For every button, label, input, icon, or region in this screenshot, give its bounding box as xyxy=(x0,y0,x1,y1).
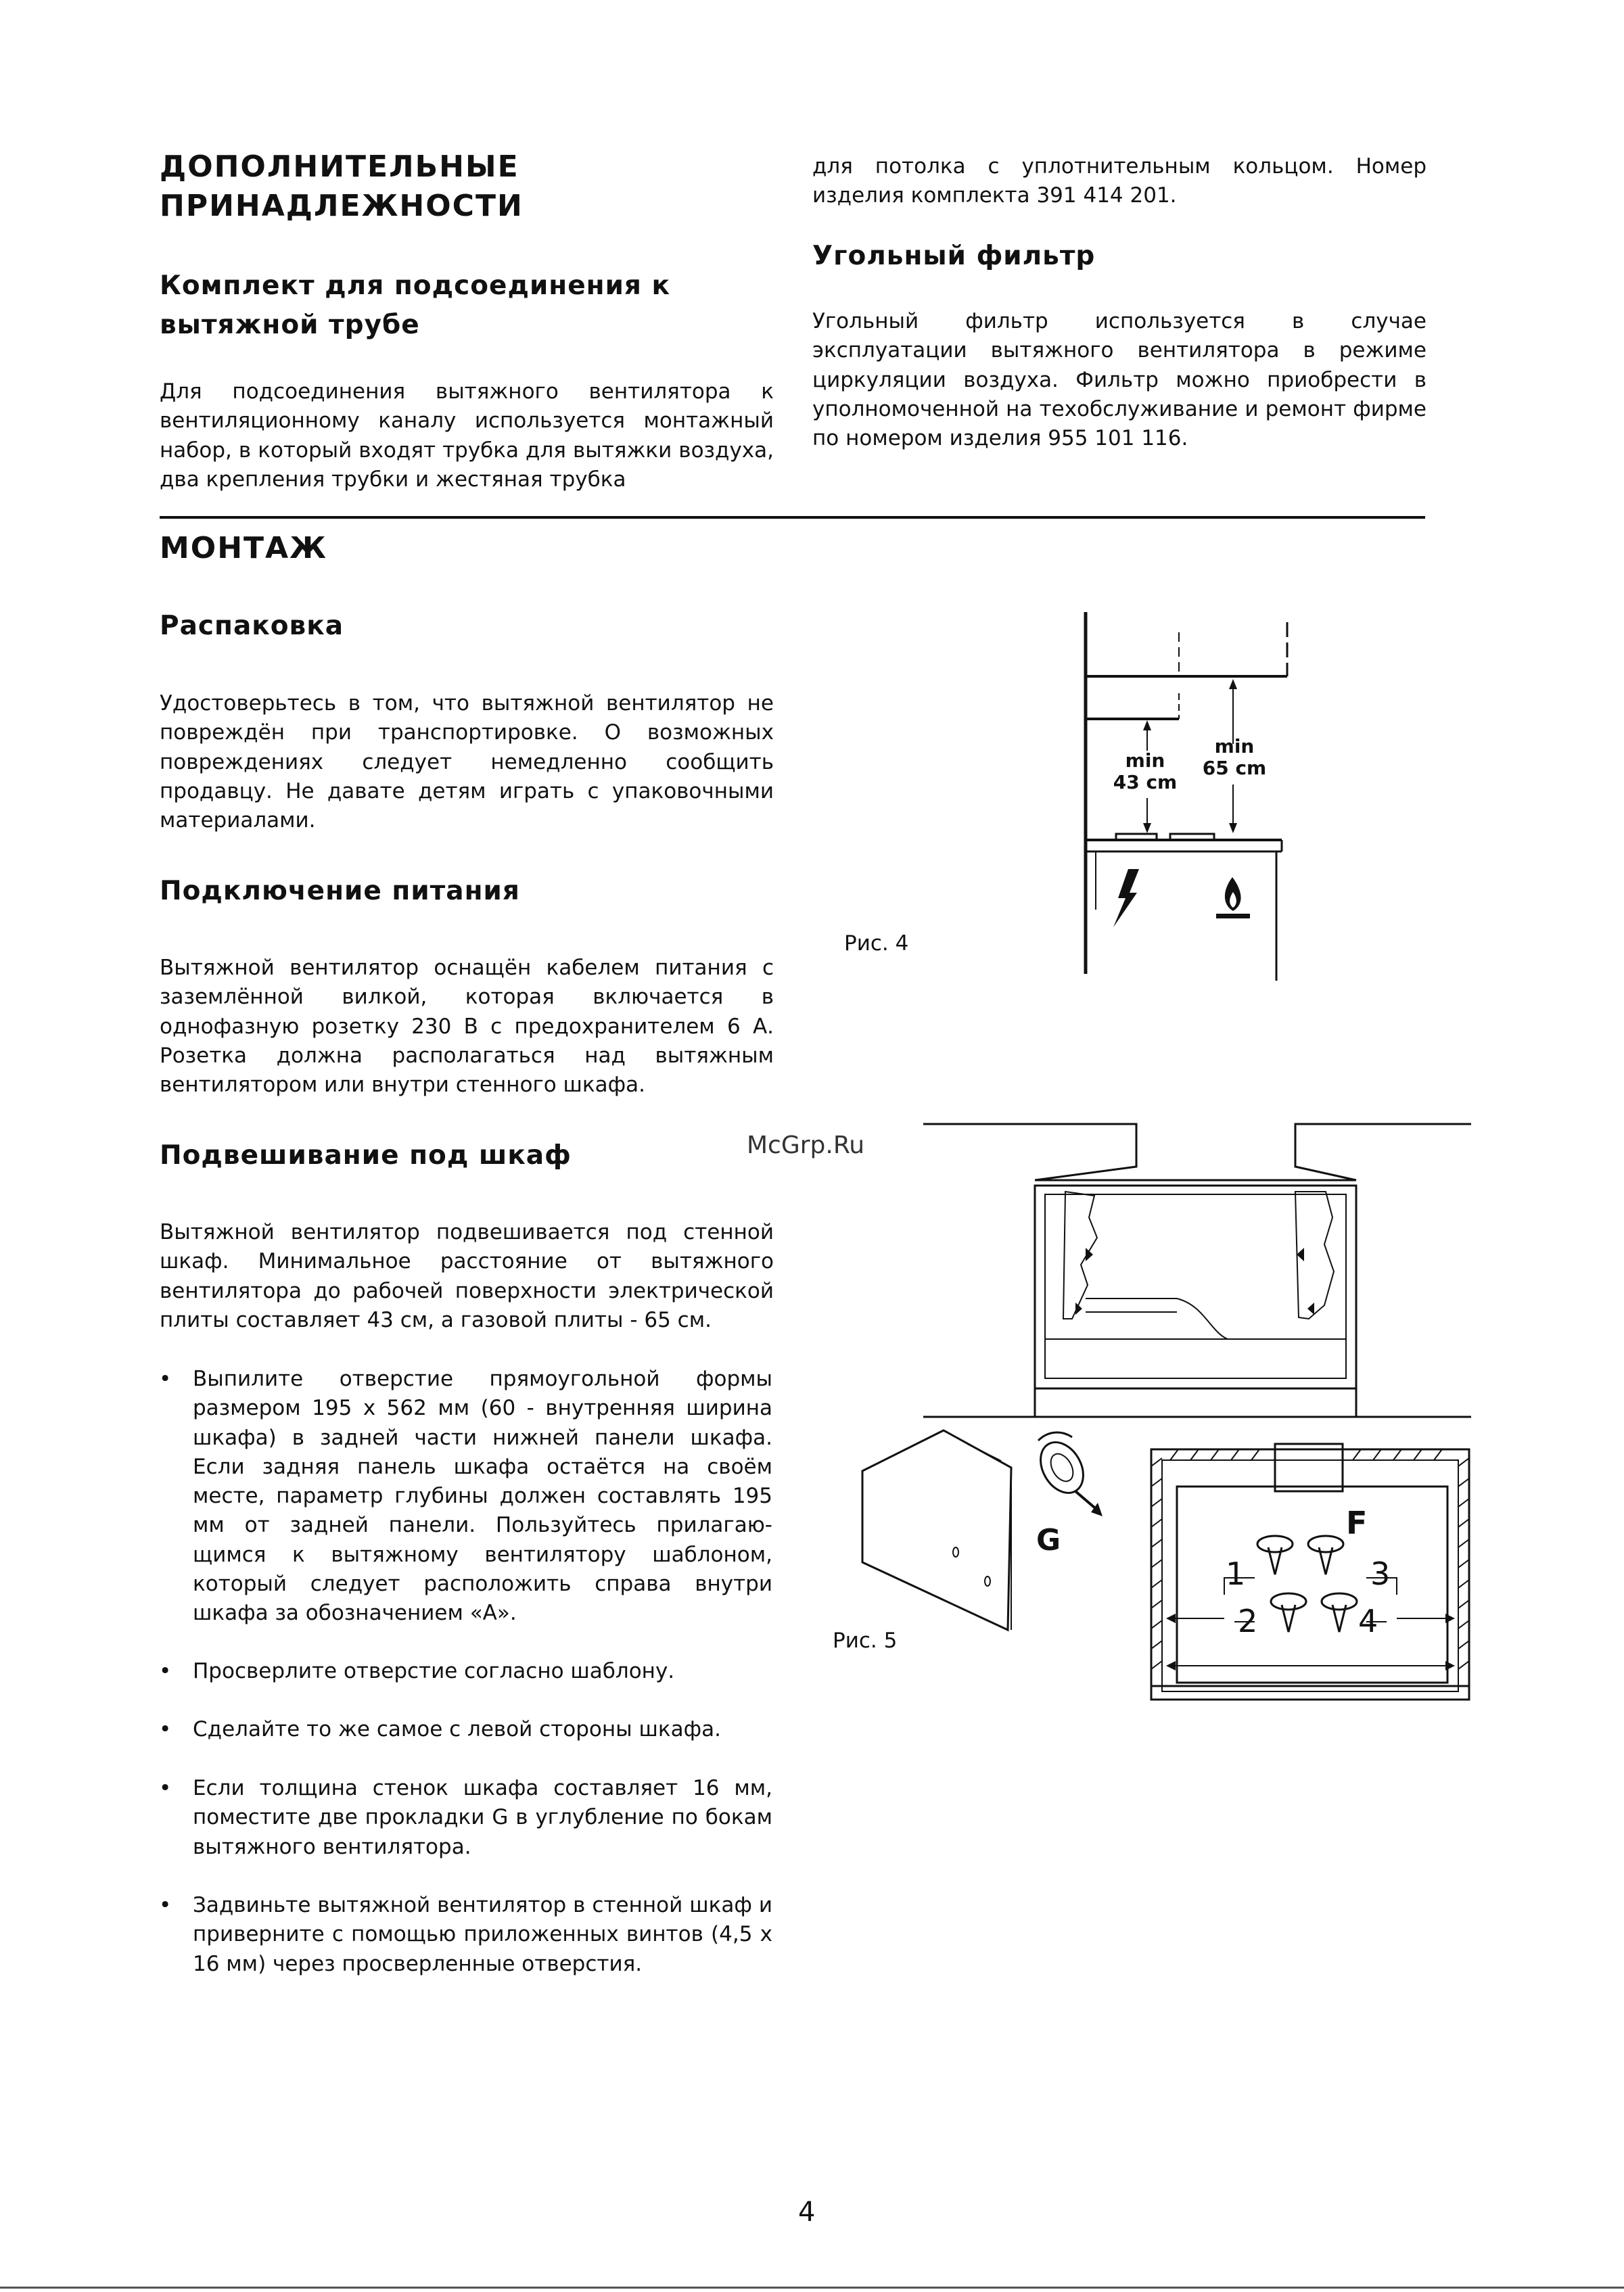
accessories-title: ДОПОЛНИТЕЛЬНЫЕ ПРИНАДЛЕЖНОСТИ xyxy=(160,149,524,223)
bullet-text: Просверлите отверстие согласно шаблону. xyxy=(193,1659,675,1683)
fig4-min-electric: min xyxy=(1125,749,1165,772)
fig4-caption: Рис. 4 xyxy=(844,931,909,956)
hanging-title: Подвешивание под шкаф xyxy=(160,1140,572,1171)
bullet-marker: • xyxy=(159,1717,172,1741)
kit-text-continued: для потолка с уплотнительным кольцом. Номер изделия комплекта 391 414 201. xyxy=(812,154,1426,208)
list-item xyxy=(159,1365,772,1629)
fig5-label-f: F xyxy=(1346,1505,1368,1541)
bullet-text: Задвиньте вытяжной вентилятор в стенной шкаф и приверните с помощью приложенных винтов (4,5 x 16 мм) через просверленные отверстия. xyxy=(193,1893,772,1976)
list-item xyxy=(159,1657,772,1686)
hanging-text: Вытяжной вентилятор подвешивается под стенной шкаф. Минимальное расстояние от вытяжного вентилятора до рабочей поверхности электрической плиты составляет 43 см, а газовой плиты - 65 см. xyxy=(160,1220,774,1332)
fig5-label-3: 3 xyxy=(1370,1556,1391,1592)
watermark: McGrp.Ru xyxy=(747,1131,865,1159)
bullet-marker: • xyxy=(159,1893,172,1917)
kit-text: Для подсоединения вытяжного вентилятора к вентиляционному каналу используется монтажный набор, в который входят трубка для вытяжки воздуха, два крепления трубки и жестяная трубка xyxy=(160,379,774,492)
bullet-marker: • xyxy=(159,1659,172,1683)
list-item xyxy=(159,1715,772,1744)
bullet-marker: • xyxy=(159,1367,172,1391)
bullet-text: Если толщина стенок шкафа составляет 16 мм, поместите две прокладки G в углубление по бокам вытяжного вентилятора. xyxy=(193,1776,772,1859)
power-text: Вытяжной вентилятор оснащён кабелем питания с заземлённой вилкой, которая включается в однофазную розетку 230 В с предохранителем 6 А. Розетка должна располагаться над вытяжным вентилятором или внутри стенного шкафа. xyxy=(160,956,774,1098)
fig5-mounting-screws-diagram xyxy=(1143,1439,1475,1710)
unpacking-text: Удостоверьтесь в том, что вытяжной вентилятор не повреждён при транспортировке. О возможных повреждениях следует немедленно сообщить продавцу. Не давате детям играть с упаковочными материалами. xyxy=(160,691,774,833)
unpacking-title: Распаковка xyxy=(160,611,344,641)
fig5-spacer-g-detail xyxy=(1011,1427,1113,1528)
fig5-label-4: 4 xyxy=(1358,1603,1378,1639)
fig5-spacer-label: G xyxy=(1036,1523,1061,1558)
page-number: 4 xyxy=(798,2197,816,2228)
section-divider xyxy=(160,516,1425,519)
fig5-label-2: 2 xyxy=(1238,1603,1258,1639)
fig4-hood-clearance-diagram xyxy=(1069,612,1299,991)
carbon-filter-title: Угольный фильтр xyxy=(812,241,1096,271)
fig5-wall-cabinet-drawing xyxy=(920,1116,1475,1427)
fig5-caption: Рис. 5 xyxy=(833,1629,898,1653)
fig4-electric-clearance: 43 cm xyxy=(1113,771,1178,793)
fig4-gas-clearance: 65 cm xyxy=(1202,757,1267,779)
list-item xyxy=(159,1891,772,1979)
bullet-text: Выпилите отверстие прямоугольной формы размером 195 x 562 мм (60 - внутренняя ширина шкафа) в задней части нижней панели шкафа. Если задняя панель шкафа остаётся на своём месте, параметр глубины должен составлять 195 мм от задней панели. Пользуйтесь прилагаю-щимся к вытяжному вентилятору шаблоном, который следует расположить справа внутри шкафа за обозначением «A». xyxy=(193,1367,772,1626)
power-title: Подключение питания xyxy=(160,876,520,906)
fig4-min-gas: min xyxy=(1214,735,1255,757)
installation-title: МОНТАЖ xyxy=(160,531,327,565)
bottom-edge-line xyxy=(0,2287,1624,2289)
bullet-text: Сделайте то же самое с левой стороны шкафа. xyxy=(193,1717,721,1741)
bullet-marker: • xyxy=(159,1776,172,1800)
kit-title: Комплект для подсоединения к вытяжной трубе xyxy=(160,271,671,340)
list-item xyxy=(159,1774,772,1862)
fig5-label-1: 1 xyxy=(1226,1556,1246,1592)
carbon-filter-text: Угольный фильтр используется в случае эксплуатации вытяжного вентилятора в режиме циркуляции воздуха. Фильтр можно приобрести в уполномоченной на техобслуживание и ремонт фирме по номером изделия 955 101 116. xyxy=(812,309,1426,451)
